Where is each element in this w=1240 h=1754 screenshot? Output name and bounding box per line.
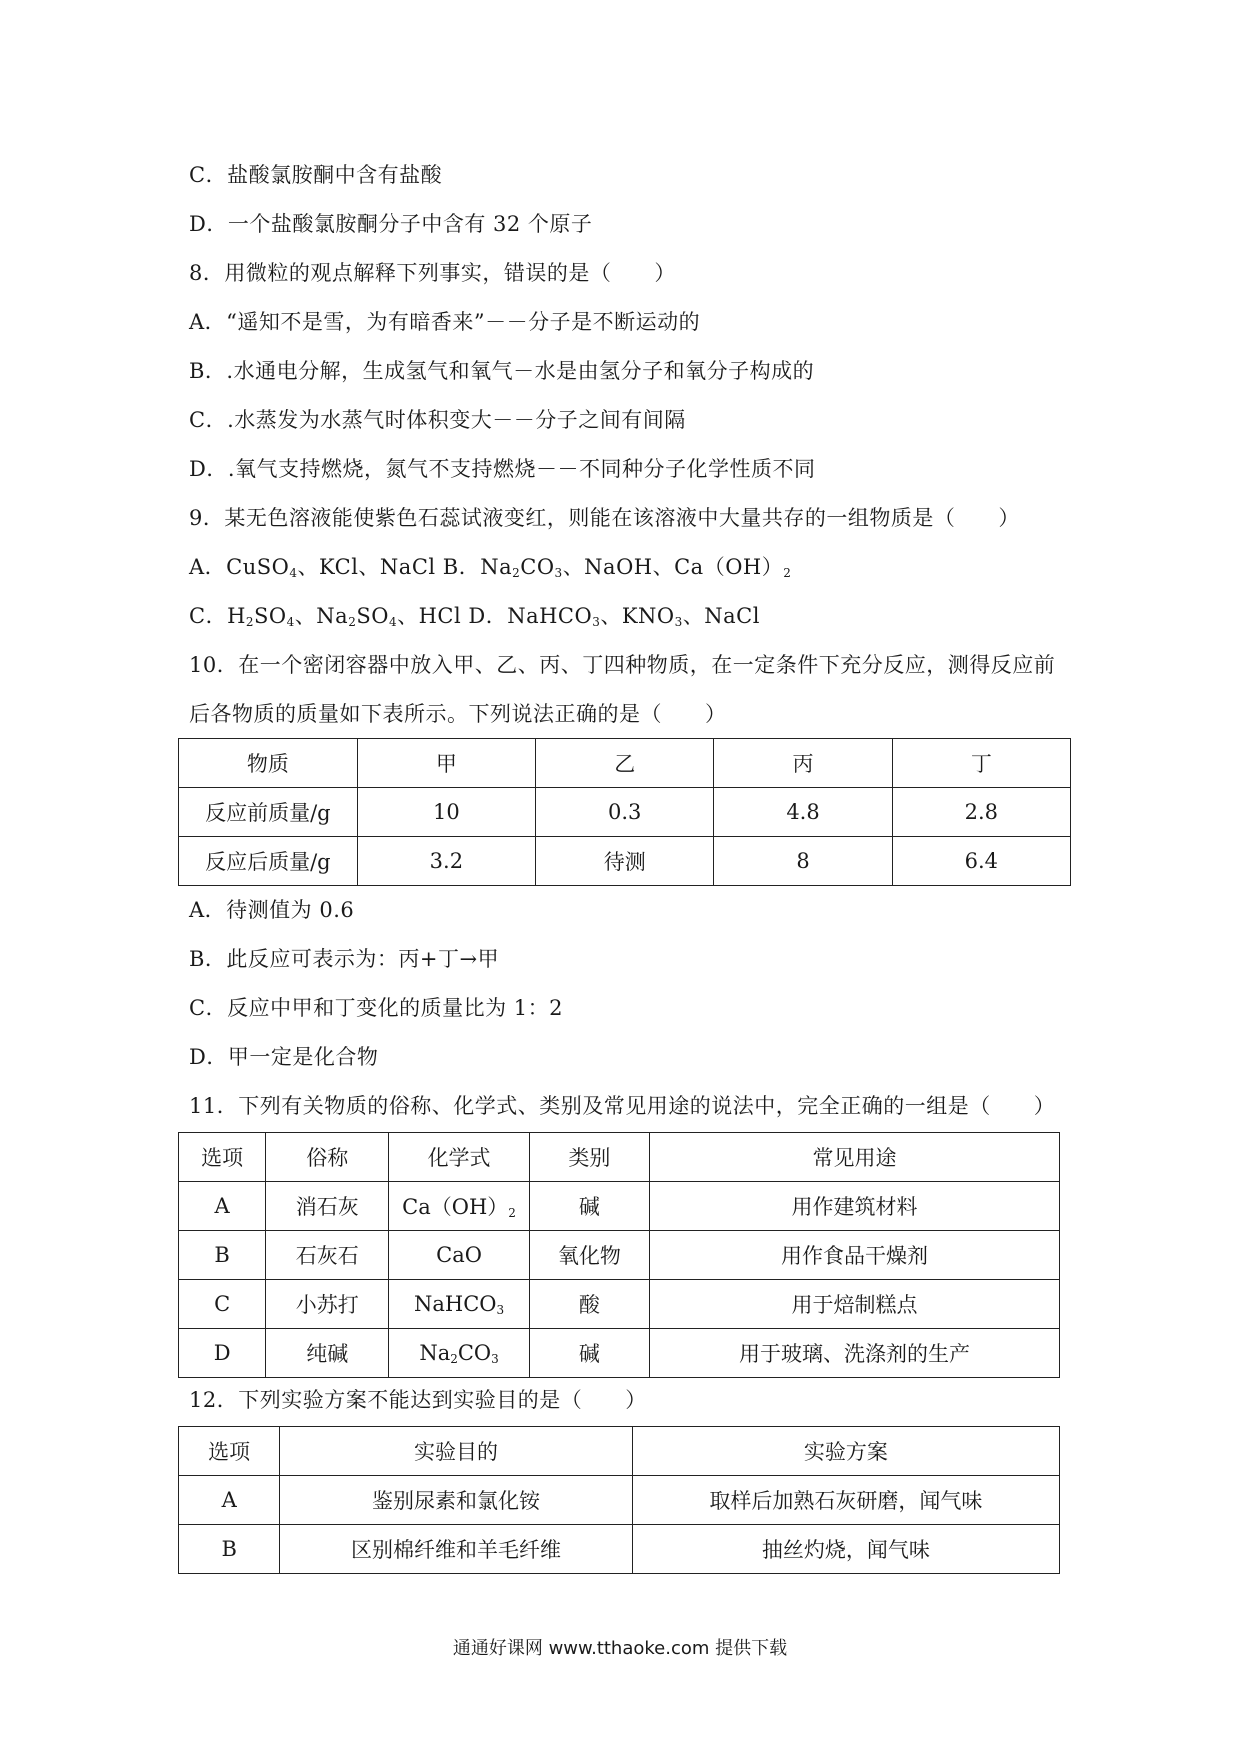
table-cell: 碱: [529, 1329, 649, 1378]
q9-options-ab: A．CuSO$_4$、KCl、NaCl B．$Na_2CO_3$、NaOH、$Ca(OH)_2$: [189, 555, 792, 580]
table-cell: NaHCO$_3$: [389, 1280, 530, 1329]
table-cell: 丙: [714, 739, 892, 788]
table-cell: 俗称: [266, 1133, 389, 1182]
table-cell: 甲: [357, 739, 535, 788]
table-cell: 丁: [892, 739, 1070, 788]
table-row: [179, 1280, 1060, 1329]
table-cell: 实验目的: [280, 1427, 632, 1476]
table-cell: 类别: [529, 1133, 649, 1182]
table-cell: CaO: [389, 1231, 530, 1280]
table-cell: D: [179, 1329, 266, 1378]
table-cell: 10: [357, 788, 535, 837]
q8-option-b: B．.水通电分解，生成氢气和氧气－水是由氢分子和氧分子构成的: [189, 359, 815, 383]
table-cell: 鉴别尿素和氯化铵: [280, 1476, 632, 1525]
table-header-row: [179, 739, 1071, 788]
table-cell: 8: [714, 837, 892, 886]
q7-option-c: C．盐酸氯胺酮中含有盐酸: [189, 163, 443, 187]
table-row: [179, 837, 1071, 886]
q9-options-cd: C．$H_2SO_4$、$Na_2SO_4$、HCl D．NaHCO$_3$、$KNO_3$、NaCl: [189, 604, 760, 629]
q10-option-b: B．此反应可表示为：丙+丁→甲: [189, 947, 500, 971]
table-cell: 消石灰: [266, 1182, 389, 1231]
table-cell: 2.8: [892, 788, 1070, 837]
table-cell: 抽丝灼烧，闻气味: [632, 1525, 1059, 1574]
table-cell: 0.3: [536, 788, 714, 837]
table-header-row: [179, 1427, 1060, 1476]
page-footer: 通通好课网 www.tthaoke.com 提供下载: [452, 1638, 788, 1659]
table-cell: 6.4: [892, 837, 1070, 886]
table-cell: $Na_2CO_3$: [389, 1329, 530, 1378]
table-cell: 用作食品干燥剂: [649, 1231, 1059, 1280]
table-cell: 碱: [529, 1182, 649, 1231]
table-cell: B: [179, 1231, 266, 1280]
table-row: [179, 1182, 1060, 1231]
table-cell: 石灰石: [266, 1231, 389, 1280]
table-header-row: [179, 1133, 1060, 1182]
table-cell: $Ca(OH)_2$: [389, 1182, 530, 1231]
q10-option-a: A．待测值为 0.6: [189, 898, 355, 922]
mass-table: [178, 738, 1071, 886]
table-row: [179, 1329, 1060, 1378]
table-row: [179, 1525, 1060, 1574]
table-cell: 反应前质量/g: [179, 788, 358, 837]
question-9-stem: 9．某无色溶液能使紫色石蕊试液变红，则能在该溶液中大量共存的一组物质是（ ）: [189, 506, 1020, 530]
table-row: [179, 1231, 1060, 1280]
table-cell: 4.8: [714, 788, 892, 837]
table-cell: 乙: [536, 739, 714, 788]
question-8-stem: 8．用微粒的观点解释下列事实，错误的是（ ）: [189, 261, 676, 285]
table-cell: 酸: [529, 1280, 649, 1329]
table-cell: A: [179, 1476, 280, 1525]
table-row: [179, 788, 1071, 837]
table-cell: 选项: [179, 1133, 266, 1182]
table-cell: C: [179, 1280, 266, 1329]
table-cell: 常见用途: [649, 1133, 1059, 1182]
experiment-table: [178, 1426, 1060, 1574]
q7-option-d: D．一个盐酸氯胺酮分子中含有 32 个原子: [189, 212, 593, 236]
q10-option-d: D．甲一定是化合物: [189, 1045, 379, 1069]
substance-table: [178, 1132, 1060, 1378]
table-cell: 选项: [179, 1427, 280, 1476]
table-cell: 反应后质量/g: [179, 837, 358, 886]
table-cell: 实验方案: [632, 1427, 1059, 1476]
table-cell: A: [179, 1182, 266, 1231]
q8-option-a: A．“遥知不是雪，为有暗香来”－－分子是不断运动的: [189, 310, 701, 334]
q8-option-d: D．.氧气支持燃烧，氮气不支持燃烧－－不同种分子化学性质不同: [189, 457, 816, 481]
table-cell: B: [179, 1525, 280, 1574]
table-cell: 纯碱: [266, 1329, 389, 1378]
table-cell: 用于玻璃、洗涤剂的生产: [649, 1329, 1059, 1378]
table-cell: 取样后加熟石灰研磨，闻气味: [632, 1476, 1059, 1525]
question-10-stem-line1: 10．在一个密闭容器中放入甲、乙、丙、丁四种物质，在一定条件下充分反应，测得反应前: [189, 653, 1056, 677]
table-cell: 待测: [536, 837, 714, 886]
table-cell: 区别棉纤维和羊毛纤维: [280, 1525, 632, 1574]
table-cell: 3.2: [357, 837, 535, 886]
table-cell: 用作建筑材料: [649, 1182, 1059, 1231]
table-row: [179, 1476, 1060, 1525]
table-cell: 小苏打: [266, 1280, 389, 1329]
q8-option-c: C．.水蒸发为水蒸气时体积变大－－分子之间有间隔: [189, 408, 686, 432]
question-11-stem: 11．下列有关物质的俗称、化学式、类别及常见用途的说法中，完全正确的一组是（ ）: [189, 1094, 1056, 1118]
table-cell: 氧化物: [529, 1231, 649, 1280]
table-cell: 化学式: [389, 1133, 530, 1182]
q10-option-c: C．反应中甲和丁变化的质量比为 1：2: [189, 996, 563, 1020]
question-10-stem-line2: 后各物质的质量如下表所示。下列说法正确的是（ ）: [189, 702, 727, 726]
question-12-stem: 12．下列实验方案不能达到实验目的是（ ）: [189, 1388, 647, 1412]
table-cell: 物质: [179, 739, 358, 788]
table-cell: 用于焙制糕点: [649, 1280, 1059, 1329]
